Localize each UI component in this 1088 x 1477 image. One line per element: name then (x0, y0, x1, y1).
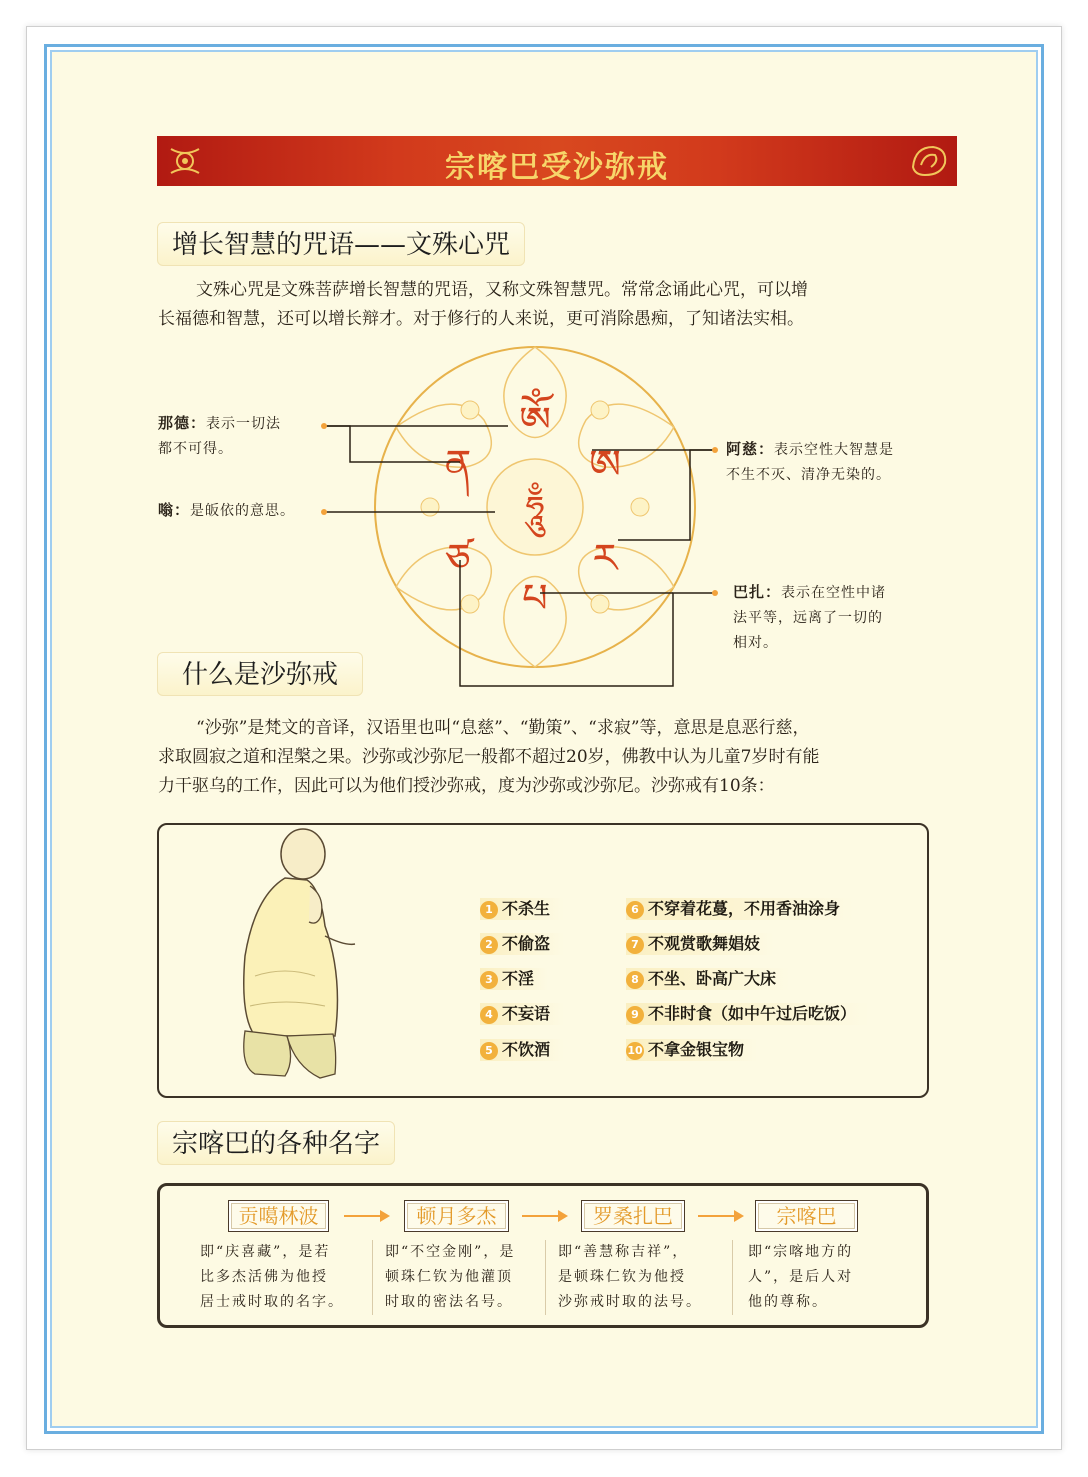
shami-paragraph-line2: 求取圆寂之道和涅槃之果。沙弥或沙弥尼一般都不超过20岁，佛教中认为儿童7岁时有能 (158, 747, 820, 767)
precept-5: 5 不饮酒 (480, 1039, 564, 1061)
shami-paragraph-line1: “沙弥”是梵文的音译，汉语里也叫“息慈”、“勤策”、“求寂”等，意思是息恶行慈， (196, 718, 810, 738)
petal-glyph-tsa: ཙ (445, 536, 471, 582)
column-divider (545, 1240, 546, 1315)
petal-glyph-pa: པ (522, 576, 548, 622)
precept-2: 2 不偷盗 (480, 933, 564, 955)
precept-10: 10 不拿金银宝物 (626, 1039, 758, 1061)
label-ba-za: 巴扎：表示在空性中诸 法平等，远离了一切的 相对。 (733, 583, 887, 651)
name-desc-2: 即“不空金刚”，是 顿珠仁钦为他灌顶 时取的密法名号。 (385, 1244, 516, 1310)
arrow-right-icon (522, 1215, 566, 1217)
center-glyph-dhih: ཧཱུྃ (525, 489, 545, 529)
precept-1: 1 不杀生 (480, 898, 564, 920)
petal-glyph-om: ཨོཾ (518, 399, 552, 445)
precept-9: 9 不非时食（如中午过后吃饭） (626, 1003, 870, 1025)
name-box-3: 罗桑扎巴 (581, 1200, 685, 1232)
name-box-4: 宗喀巴 (755, 1200, 858, 1232)
mantra-paragraph-line2: 长福德和智慧，还可以增长辩才。对于修行的人来说，更可消除愚痴，了知诸法实相。 (158, 309, 804, 329)
precept-8: 8 不坐、卧高广大床 (626, 968, 790, 990)
column-divider (372, 1240, 373, 1315)
page-title: 宗喀巴受沙弥戒 (445, 150, 669, 185)
petal-glyph-ra: ར (592, 536, 618, 582)
section-heading-names: 宗喀巴的各种名字 (157, 1121, 395, 1165)
section-heading-shami: 什么是沙弥戒 (157, 652, 363, 696)
precept-3: 3 不淫 (480, 968, 548, 990)
name-desc-4: 即“宗喀地方的 人”，是后人对 他的尊称。 (748, 1244, 854, 1310)
column-divider (732, 1240, 733, 1315)
novice-monk-illustration (225, 826, 375, 1086)
arrow-right-icon (698, 1215, 742, 1217)
section-heading-mantra: 增长智慧的咒语——文殊心咒 (157, 222, 525, 266)
label-a-ci: 阿慈：表示空性大智慧是 不生不灭、清净无染的。 (726, 440, 895, 483)
name-box-2: 顿月多杰 (404, 1200, 509, 1232)
precept-6: 6 不穿着花蔓，不用香油涂身 (626, 898, 854, 920)
precept-4: 4 不妄语 (480, 1003, 564, 1025)
precept-7: 7 不观赏歌舞娼妓 (626, 933, 774, 955)
mantra-mandala-diagram (0, 0, 1088, 700)
petal-glyph-na: ན (444, 442, 472, 488)
label-na-de: 那德：表示一切法 都不可得。 (158, 414, 282, 457)
label-weng: 嗡：是皈依的意思。 (158, 501, 296, 519)
name-desc-3: 即“善慧称吉祥”， 是顿珠仁钦为他授 沙弥戒时取的法号。 (558, 1244, 702, 1310)
petal-glyph-a: ཨ (588, 442, 622, 488)
arrow-right-icon (344, 1215, 388, 1217)
mantra-paragraph-line1: 文殊心咒是文殊菩萨增长智慧的咒语，又称文殊智慧咒。常常念诵此心咒，可以增 (196, 280, 808, 300)
shami-paragraph-line3: 力干驱乌的工作，因此可以为他们授沙弥戒，度为沙弥或沙弥尼。沙弥戒有10条： (158, 776, 775, 796)
name-box-1: 贡噶林波 (228, 1200, 329, 1232)
name-desc-1: 即“庆喜藏”，是若 比多杰活佛为他授 居士戒时取的名字。 (200, 1244, 344, 1310)
